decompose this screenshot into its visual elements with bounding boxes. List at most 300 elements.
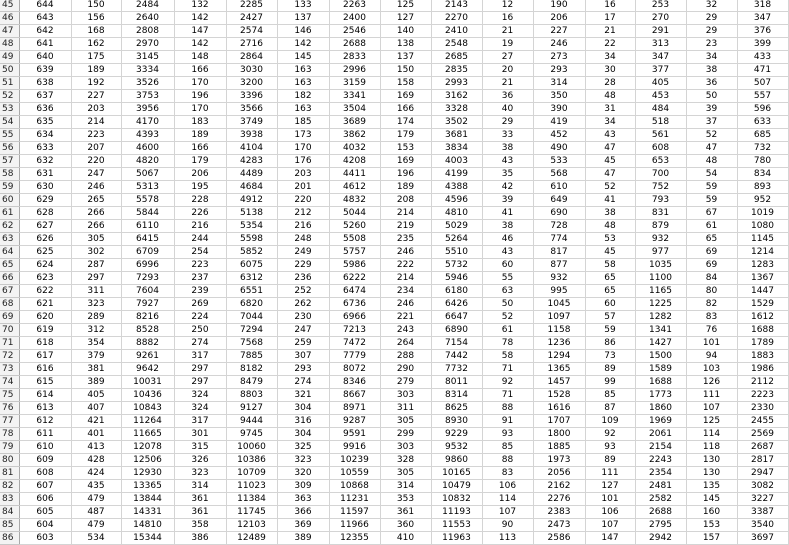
table-cell[interactable]: 247 [71, 168, 121, 181]
table-cell[interactable]: 774 [533, 233, 585, 246]
table-cell[interactable]: 1165 [635, 285, 686, 298]
table-cell[interactable]: 7213 [329, 324, 380, 337]
table-cell[interactable]: 12078 [121, 441, 174, 454]
table-cell[interactable]: 29 [686, 25, 737, 38]
table-cell[interactable]: 4600 [121, 142, 174, 155]
table-cell[interactable]: 5946 [431, 272, 482, 285]
table-cell[interactable]: 10559 [329, 467, 380, 480]
table-cell[interactable]: 11665 [121, 428, 174, 441]
table-cell[interactable]: 428 [71, 454, 121, 467]
table-cell[interactable]: 347 [737, 12, 788, 25]
row-header[interactable]: 51 [0, 77, 19, 90]
table-cell[interactable]: 612 [19, 415, 71, 428]
table-cell[interactable]: 1294 [533, 350, 585, 363]
table-cell[interactable]: 45 [585, 155, 635, 168]
table-cell[interactable]: 323 [174, 467, 226, 480]
table-cell[interactable]: 618 [19, 337, 71, 350]
table-cell[interactable]: 627 [19, 220, 71, 233]
table-cell[interactable]: 65 [686, 233, 737, 246]
table-cell[interactable]: 2481 [635, 480, 686, 493]
table-cell[interactable]: 3030 [226, 64, 277, 77]
table-cell[interactable]: 196 [174, 90, 226, 103]
table-cell[interactable]: 76 [686, 324, 737, 337]
table-cell[interactable]: 252 [277, 285, 329, 298]
table-cell[interactable]: 140 [380, 25, 431, 38]
table-cell[interactable]: 39 [686, 103, 737, 116]
table-cell[interactable]: 3681 [431, 129, 482, 142]
table-cell[interactable]: 208 [380, 194, 431, 207]
table-cell[interactable]: 2410 [431, 25, 482, 38]
table-cell[interactable]: 17 [585, 12, 635, 25]
table-cell[interactable]: 624 [19, 259, 71, 272]
table-cell[interactable]: 20 [482, 64, 533, 77]
table-cell[interactable]: 952 [737, 194, 788, 207]
table-cell[interactable]: 1427 [635, 337, 686, 350]
table-cell[interactable]: 92 [585, 428, 635, 441]
table-cell[interactable]: 48 [585, 220, 635, 233]
table-cell[interactable]: 12506 [121, 454, 174, 467]
table-cell[interactable]: 534 [71, 532, 121, 545]
table-cell[interactable]: 6415 [121, 233, 174, 246]
row-header[interactable]: 74 [0, 376, 19, 389]
table-cell[interactable]: 16 [585, 0, 635, 12]
table-cell[interactable]: 995 [533, 285, 585, 298]
table-cell[interactable]: 8803 [226, 389, 277, 402]
table-cell[interactable]: 452 [533, 129, 585, 142]
row-header[interactable]: 47 [0, 25, 19, 38]
table-cell[interactable]: 312 [71, 324, 121, 337]
table-cell[interactable]: 2223 [737, 389, 788, 402]
row-header[interactable]: 57 [0, 155, 19, 168]
table-cell[interactable]: 57 [585, 311, 635, 324]
table-cell[interactable]: 9444 [226, 415, 277, 428]
table-cell[interactable]: 78 [482, 337, 533, 350]
table-cell[interactable]: 214 [380, 207, 431, 220]
table-cell[interactable]: 390 [533, 103, 585, 116]
table-cell[interactable]: 46 [482, 233, 533, 246]
table-cell[interactable]: 297 [71, 272, 121, 285]
table-cell[interactable]: 114 [482, 493, 533, 506]
table-cell[interactable]: 192 [71, 77, 121, 90]
table-cell[interactable]: 2864 [226, 51, 277, 64]
table-cell[interactable]: 1616 [533, 402, 585, 415]
table-cell[interactable]: 1097 [533, 311, 585, 324]
table-cell[interactable]: 5732 [431, 259, 482, 272]
table-cell[interactable]: 4003 [431, 155, 482, 168]
table-cell[interactable]: 410 [380, 532, 431, 545]
table-cell[interactable]: 877 [533, 259, 585, 272]
table-cell[interactable]: 831 [635, 207, 686, 220]
row-header[interactable]: 54 [0, 116, 19, 129]
row-header[interactable]: 76 [0, 402, 19, 415]
table-cell[interactable]: 3227 [737, 493, 788, 506]
table-cell[interactable]: 47 [585, 168, 635, 181]
table-cell[interactable]: 635 [19, 116, 71, 129]
table-cell[interactable]: 307 [277, 350, 329, 363]
table-cell[interactable]: 43 [585, 129, 635, 142]
row-header[interactable]: 53 [0, 103, 19, 116]
table-cell[interactable]: 253 [635, 0, 686, 12]
table-cell[interactable]: 10709 [226, 467, 277, 480]
table-cell[interactable]: 145 [277, 51, 329, 64]
row-header[interactable]: 68 [0, 298, 19, 311]
table-cell[interactable]: 216 [174, 220, 226, 233]
table-cell[interactable]: 59 [686, 181, 737, 194]
table-cell[interactable]: 2569 [737, 428, 788, 441]
table-cell[interactable]: 31 [585, 103, 635, 116]
table-cell[interactable]: 174 [380, 116, 431, 129]
table-cell[interactable]: 2970 [121, 38, 174, 51]
table-cell[interactable]: 302 [71, 246, 121, 259]
table-cell[interactable]: 288 [380, 350, 431, 363]
row-header[interactable]: 79 [0, 441, 19, 454]
table-cell[interactable]: 1225 [635, 298, 686, 311]
table-cell[interactable]: 381 [71, 363, 121, 376]
table-cell[interactable]: 633 [19, 142, 71, 155]
table-cell[interactable]: 305 [380, 467, 431, 480]
table-cell[interactable]: 2143 [431, 0, 482, 12]
row-header[interactable]: 83 [0, 493, 19, 506]
table-cell[interactable]: 12489 [226, 532, 277, 545]
table-cell[interactable]: 222 [380, 259, 431, 272]
table-cell[interactable]: 179 [380, 129, 431, 142]
table-cell[interactable]: 224 [174, 311, 226, 324]
row-header[interactable]: 48 [0, 38, 19, 51]
table-cell[interactable]: 40 [482, 103, 533, 116]
table-cell[interactable]: 147 [585, 532, 635, 545]
table-cell[interactable]: 38 [686, 64, 737, 77]
table-cell[interactable]: 125 [686, 415, 737, 428]
row-header[interactable]: 62 [0, 220, 19, 233]
table-cell[interactable]: 2586 [533, 532, 585, 545]
table-cell[interactable]: 606 [19, 493, 71, 506]
table-cell[interactable]: 1100 [635, 272, 686, 285]
table-cell[interactable]: 266 [71, 207, 121, 220]
table-cell[interactable]: 490 [533, 142, 585, 155]
table-cell[interactable]: 228 [174, 194, 226, 207]
table-cell[interactable]: 6966 [329, 311, 380, 324]
table-cell[interactable]: 235 [380, 233, 431, 246]
table-cell[interactable]: 780 [737, 155, 788, 168]
table-cell[interactable]: 5844 [121, 207, 174, 220]
table-cell[interactable]: 52 [482, 311, 533, 324]
table-cell[interactable]: 6736 [329, 298, 380, 311]
table-cell[interactable]: 6996 [121, 259, 174, 272]
table-cell[interactable]: 109 [585, 415, 635, 428]
table-cell[interactable]: 1145 [737, 233, 788, 246]
table-cell[interactable]: 3504 [329, 103, 380, 116]
table-cell[interactable]: 21 [585, 25, 635, 38]
table-cell[interactable]: 23 [686, 38, 737, 51]
table-cell[interactable]: 14331 [121, 506, 174, 519]
table-cell[interactable]: 297 [174, 363, 226, 376]
row-header[interactable]: 56 [0, 142, 19, 155]
table-cell[interactable]: 1447 [737, 285, 788, 298]
table-cell[interactable]: 4810 [431, 207, 482, 220]
table-cell[interactable]: 16 [482, 12, 533, 25]
table-cell[interactable]: 179 [174, 155, 226, 168]
table-cell[interactable]: 8216 [121, 311, 174, 324]
table-cell[interactable]: 11597 [329, 506, 380, 519]
table-cell[interactable]: 150 [71, 0, 121, 12]
table-cell[interactable]: 5510 [431, 246, 482, 259]
table-cell[interactable]: 2993 [431, 77, 482, 90]
table-cell[interactable]: 10239 [329, 454, 380, 467]
table-cell[interactable]: 6426 [431, 298, 482, 311]
table-cell[interactable]: 1612 [737, 311, 788, 324]
table-cell[interactable]: 162 [71, 38, 121, 51]
table-cell[interactable]: 315 [174, 441, 226, 454]
table-cell[interactable]: 4832 [329, 194, 380, 207]
table-cell[interactable]: 8072 [329, 363, 380, 376]
table-cell[interactable]: 609 [19, 454, 71, 467]
table-cell[interactable]: 325 [277, 441, 329, 454]
table-cell[interactable]: 6890 [431, 324, 482, 337]
table-cell[interactable]: 320 [277, 467, 329, 480]
table-cell[interactable]: 3938 [226, 129, 277, 142]
row-header[interactable]: 45 [0, 0, 19, 12]
table-cell[interactable]: 608 [635, 142, 686, 155]
table-cell[interactable]: 2947 [737, 467, 788, 480]
table-cell[interactable]: 214 [380, 272, 431, 285]
table-cell[interactable]: 163 [277, 64, 329, 77]
row-header[interactable]: 80 [0, 454, 19, 467]
table-cell[interactable]: 106 [585, 506, 635, 519]
table-cell[interactable]: 287 [71, 259, 121, 272]
table-cell[interactable]: 58 [482, 350, 533, 363]
table-cell[interactable]: 65 [585, 272, 635, 285]
table-cell[interactable]: 43 [482, 246, 533, 259]
table-cell[interactable]: 642 [19, 25, 71, 38]
table-cell[interactable]: 183 [174, 116, 226, 129]
table-cell[interactable]: 732 [737, 142, 788, 155]
row-header[interactable]: 64 [0, 246, 19, 259]
table-cell[interactable]: 484 [635, 103, 686, 116]
table-cell[interactable]: 107 [585, 519, 635, 532]
table-cell[interactable]: 2548 [431, 38, 482, 51]
table-cell[interactable]: 3956 [121, 103, 174, 116]
table-cell[interactable]: 185 [277, 116, 329, 129]
table-cell[interactable]: 317 [174, 415, 226, 428]
table-cell[interactable]: 5264 [431, 233, 482, 246]
table-cell[interactable]: 59 [585, 324, 635, 337]
table-cell[interactable]: 401 [71, 428, 121, 441]
table-cell[interactable]: 424 [71, 467, 121, 480]
table-cell[interactable]: 243 [380, 324, 431, 337]
table-cell[interactable]: 3753 [121, 90, 174, 103]
table-cell[interactable]: 85 [482, 441, 533, 454]
table-cell[interactable]: 153 [686, 519, 737, 532]
table-cell[interactable]: 7294 [226, 324, 277, 337]
table-cell[interactable]: 389 [277, 532, 329, 545]
table-cell[interactable]: 358 [174, 519, 226, 532]
table-cell[interactable]: 89 [585, 454, 635, 467]
table-cell[interactable]: 142 [174, 38, 226, 51]
table-cell[interactable]: 111 [585, 467, 635, 480]
table-cell[interactable]: 361 [380, 506, 431, 519]
table-cell[interactable]: 3334 [121, 64, 174, 77]
table-cell[interactable]: 53 [585, 233, 635, 246]
table-cell[interactable]: 29 [686, 12, 737, 25]
table-cell[interactable]: 10832 [431, 493, 482, 506]
row-header[interactable]: 78 [0, 428, 19, 441]
row-header[interactable]: 69 [0, 311, 19, 324]
table-cell[interactable]: 685 [737, 129, 788, 142]
row-header[interactable]: 84 [0, 506, 19, 519]
table-cell[interactable]: 118 [686, 441, 737, 454]
table-cell[interactable]: 27 [482, 51, 533, 64]
table-cell[interactable]: 2354 [635, 467, 686, 480]
table-cell[interactable]: 22 [585, 38, 635, 51]
table-cell[interactable]: 1969 [635, 415, 686, 428]
table-cell[interactable]: 8971 [329, 402, 380, 415]
table-cell[interactable]: 88 [482, 402, 533, 415]
table-cell[interactable]: 321 [277, 389, 329, 402]
table-cell[interactable]: 69 [686, 246, 737, 259]
table-cell[interactable]: 3328 [431, 103, 482, 116]
table-cell[interactable]: 9916 [329, 441, 380, 454]
table-cell[interactable]: 8011 [431, 376, 482, 389]
table-cell[interactable]: 377 [635, 64, 686, 77]
table-cell[interactable]: 4612 [329, 181, 380, 194]
table-cell[interactable]: 9127 [226, 402, 277, 415]
table-cell[interactable]: 405 [635, 77, 686, 90]
table-cell[interactable]: 145 [686, 493, 737, 506]
table-cell[interactable]: 293 [277, 363, 329, 376]
table-cell[interactable]: 2546 [329, 25, 380, 38]
table-cell[interactable]: 3341 [329, 90, 380, 103]
table-cell[interactable]: 399 [737, 38, 788, 51]
table-cell[interactable]: 1019 [737, 207, 788, 220]
table-cell[interactable]: 3689 [329, 116, 380, 129]
table-cell[interactable]: 169 [380, 155, 431, 168]
table-cell[interactable]: 361 [174, 493, 226, 506]
table-cell[interactable]: 223 [174, 259, 226, 272]
table-cell[interactable]: 107 [482, 506, 533, 519]
table-cell[interactable]: 7472 [329, 337, 380, 350]
table-cell[interactable]: 19 [482, 38, 533, 51]
table-cell[interactable]: 9287 [329, 415, 380, 428]
table-cell[interactable]: 6222 [329, 272, 380, 285]
table-cell[interactable]: 324 [174, 389, 226, 402]
table-cell[interactable]: 101 [686, 337, 737, 350]
table-cell[interactable]: 608 [19, 467, 71, 480]
table-cell[interactable]: 354 [71, 337, 121, 350]
table-cell[interactable]: 389 [71, 376, 121, 389]
table-cell[interactable]: 613 [19, 402, 71, 415]
table-cell[interactable]: 1365 [533, 363, 585, 376]
table-cell[interactable]: 93 [585, 441, 635, 454]
table-cell[interactable]: 11963 [431, 532, 482, 545]
table-cell[interactable]: 247 [277, 324, 329, 337]
table-cell[interactable]: 12355 [329, 532, 380, 545]
table-cell[interactable]: 30 [585, 64, 635, 77]
table-cell[interactable]: 561 [635, 129, 686, 142]
table-cell[interactable]: 34 [585, 51, 635, 64]
table-cell[interactable]: 32 [686, 0, 737, 12]
table-cell[interactable]: 7154 [431, 337, 482, 350]
table-cell[interactable]: 48 [686, 155, 737, 168]
table-cell[interactable]: 793 [635, 194, 686, 207]
table-cell[interactable]: 227 [71, 90, 121, 103]
table-cell[interactable]: 9745 [226, 428, 277, 441]
table-cell[interactable]: 142 [277, 38, 329, 51]
table-cell[interactable]: 21 [482, 77, 533, 90]
table-cell[interactable]: 137 [277, 12, 329, 25]
table-cell[interactable]: 630 [19, 181, 71, 194]
table-cell[interactable]: 4170 [121, 116, 174, 129]
table-cell[interactable]: 8182 [226, 363, 277, 376]
table-cell[interactable]: 82 [686, 298, 737, 311]
table-cell[interactable]: 2276 [533, 493, 585, 506]
table-cell[interactable]: 13844 [121, 493, 174, 506]
table-cell[interactable]: 127 [380, 12, 431, 25]
table-cell[interactable]: 3200 [226, 77, 277, 90]
table-cell[interactable]: 148 [174, 51, 226, 64]
table-cell[interactable]: 11745 [226, 506, 277, 519]
row-header[interactable]: 67 [0, 285, 19, 298]
table-cell[interactable]: 4032 [329, 142, 380, 155]
table-cell[interactable]: 629 [19, 194, 71, 207]
table-cell[interactable]: 626 [19, 233, 71, 246]
table-cell[interactable]: 3082 [737, 480, 788, 493]
table-cell[interactable]: 1457 [533, 376, 585, 389]
table-cell[interactable]: 10436 [121, 389, 174, 402]
table-cell[interactable]: 7293 [121, 272, 174, 285]
table-cell[interactable]: 7044 [226, 311, 277, 324]
table-cell[interactable]: 2263 [329, 0, 380, 12]
table-cell[interactable]: 221 [380, 311, 431, 324]
table-cell[interactable]: 8346 [329, 376, 380, 389]
table-cell[interactable]: 147 [174, 25, 226, 38]
table-cell[interactable]: 11193 [431, 506, 482, 519]
table-cell[interactable]: 127 [585, 480, 635, 493]
table-cell[interactable]: 634 [19, 129, 71, 142]
table-cell[interactable]: 163 [277, 103, 329, 116]
table-cell[interactable]: 1500 [635, 350, 686, 363]
table-cell[interactable]: 85 [585, 389, 635, 402]
row-header[interactable]: 73 [0, 363, 19, 376]
table-cell[interactable]: 2688 [329, 38, 380, 51]
table-cell[interactable]: 6110 [121, 220, 174, 233]
table-cell[interactable]: 386 [174, 532, 226, 545]
table-cell[interactable]: 38 [482, 220, 533, 233]
table-cell[interactable]: 274 [174, 337, 226, 350]
table-cell[interactable]: 616 [19, 363, 71, 376]
table-cell[interactable]: 8528 [121, 324, 174, 337]
table-cell[interactable]: 86 [585, 337, 635, 350]
row-header[interactable]: 75 [0, 389, 19, 402]
table-cell[interactable]: 166 [380, 103, 431, 116]
table-cell[interactable]: 1800 [533, 428, 585, 441]
table-cell[interactable]: 326 [174, 454, 226, 467]
table-cell[interactable]: 34 [686, 51, 737, 64]
table-cell[interactable]: 932 [533, 272, 585, 285]
table-cell[interactable]: 366 [277, 506, 329, 519]
table-cell[interactable]: 5313 [121, 181, 174, 194]
table-cell[interactable]: 166 [174, 64, 226, 77]
table-cell[interactable]: 6820 [226, 298, 277, 311]
table-cell[interactable]: 87 [585, 402, 635, 415]
table-cell[interactable]: 2330 [737, 402, 788, 415]
table-cell[interactable]: 639 [19, 64, 71, 77]
row-header[interactable]: 72 [0, 350, 19, 363]
table-cell[interactable]: 8667 [329, 389, 380, 402]
table-cell[interactable]: 234 [380, 285, 431, 298]
table-cell[interactable]: 153 [380, 142, 431, 155]
table-cell[interactable]: 7732 [431, 363, 482, 376]
table-cell[interactable]: 90 [482, 519, 533, 532]
